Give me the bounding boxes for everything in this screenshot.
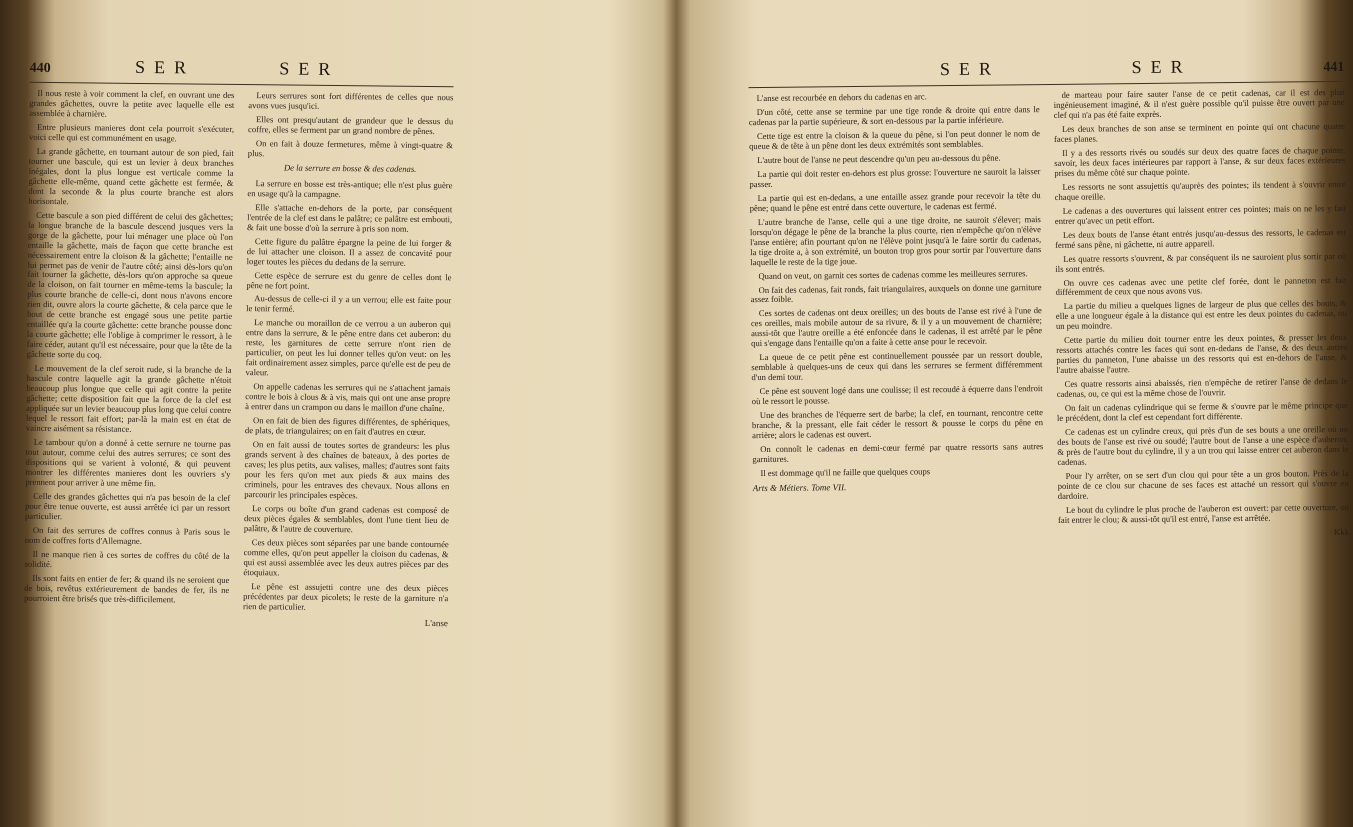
paragraph: L'anse est recourbée en dehors du cadenas en arc. <box>756 91 927 104</box>
paragraph: Il est dommage qu'il ne faille que quelques coups <box>760 466 931 479</box>
paragraph: La partie du milieu a quelques lignes de largeur de plus que celles des bouts, & elle a une longueur égale à la distance qui est entre les deux pointes du cadenas, ou un peu moindre. <box>1055 298 1347 332</box>
paragraph: Ces deux pièces sont séparées par une bande contournée comme elles, qu'on peut appeller la cloison du cadenas, & qui est aussi assemblée avec les deux autres pièces par des étoquiaux. <box>243 536 449 578</box>
paragraph: Le pêne est assujetti contre une des deux pièces précédentes par deux picolets; le reste de la garniture n'a rien de particulier. <box>243 580 449 612</box>
paragraph: Cette figure du palâtre épargne la peine de lui forger & de lui attacher une cloison. Il a assez de concavité pour loger toutes les pièces du dedans de la serrure. <box>246 235 452 268</box>
paragraph: Les quatre ressorts s'ouvrent, & par conséquent ils ne sauroient plus sortir par où ils sont entrés. <box>1055 250 1347 274</box>
paragraph: Quand on veut, on garnit ces sortes de cadenas comme les meilleures serrures. <box>758 267 1028 281</box>
paragraph: On en fait de bien des figures différentes, de sphériques, de plats, de triangulaires; on en fait d'autres en cœur. <box>244 415 451 438</box>
paragraph: Cette tige est entre la cloison & la queue du pêne, si l'on peut donner le nom de queue & de tête à un pêne dont les deux extrémités sont semblables. <box>749 127 1041 152</box>
paragraph: On fait des serrures de coffres connus à Paris sous le nom de coffres forts d'Allemagne. <box>24 524 230 546</box>
volume-footer: Arts & Métiers. Tome VII. <box>752 482 847 494</box>
paragraph: Ces sortes de cadenas ont deux oreilles; un des bouts de l'anse est rivé à l'une de ces oreilles, mais mobile autour de sa rivure, & il y a un mouvement de charnière; aussi-tôt que l'autre oreille a été enfoncée dans le cadenas, il est arrêté par le pêne qui s'engage dans l'entaille qu'on a faite à cette anse pour le recevoir. <box>750 305 1043 349</box>
paragraph: Une des branches de l'équerre sert de barbe; la clef, en tournant, rencontre cette branche, & la pressant, elle fait céder le ressort & pousse le corps du pêne en arrière; alors le cadenas est ouvert. <box>751 407 1044 441</box>
paragraph: On en fait aussi de toutes sortes de grandeurs: les plus grands servent à des chaînes de bateaux, à des portes de caves; les plus petits, aux valises, malles; d'autres sont faits pour les fers qu'on met aux pieds & aux mains des criminels, pour les entraves des chevaux. Nous allons en parcourir les principales espèces. <box>244 439 450 501</box>
right-page-number: 441 <box>1323 59 1345 76</box>
left-column-1 <box>24 89 235 626</box>
paragraph: L'autre bout de l'anse ne peut descendre qu'un peu au-dessous du pêne. <box>757 152 1001 165</box>
paragraph: Ces quatre ressorts ainsi abaissés, rien n'empêche de retirer l'anse de dedans le cadenas, ou, ce qui est la même chose de l'ouvrir. <box>1056 376 1348 400</box>
paragraph: Les ressorts ne sont assujettis qu'auprès des pointes; ils tendent à s'ouvrir entre chaque oreille. <box>1054 178 1346 202</box>
paragraph: On appelle cadenas les serrures qui ne s'attachent jamais contre le bois à clous & à vis, mais qui ont une anse propre à entrer dans un crampon ou dans le maillon d'une chaîne. <box>245 381 451 414</box>
paragraph: Le bout du cylindre le plus proche de l'auberon est ouvert: par cette ouverture, on fait entrer le clou; & aussi-tôt qu'il est entré, l'anse est arrêtée. <box>1057 501 1349 525</box>
paragraph: Cette espèce de serrure est du genre de celles dont le pêne ne fort point. <box>246 269 452 291</box>
left-header-right: SER <box>279 58 340 80</box>
paragraph: Entre plusieurs manieres dont cela pourroit s'exécuter, voici celle qui est communément en usage. <box>28 121 235 144</box>
left-page-number: 440 <box>29 60 51 77</box>
paragraph: Cette bascule a son pied différent de celui des gâchettes; la longue branche de la bascule descend jusques vers la gorge de la gâchette, pour lui ménager une place où l'on entaille la gâchette, mais de façon que cette branche est nécessairement entre la cloison & la gâchette; l'entaille ne lui permet pas de venir de l'autre côté; ainsi dès-lors qu'on fait tourner la gâchette, dès-lors qu'on approche sa queue de la cloison, on fait tourner en même-tems la bascule; la plus courte branche de celle-ci, dont nous n'avons encore rien dit, ouvre alors la courte gâchette, & cela parce que le bout de cette branche est engagé sous une petite partie entaillée qu'a la courte gâchette: cette branche pousse donc la courte gâchette; elle l'oblige à comprimer le ressort, à le faire céder, autant qu'il est nécessaire, pour que la tête de la gâchette sorte du coq. <box>26 209 234 360</box>
paragraph: Le corps ou boîte d'un grand cadenas est composé de deux pièces égales & semblables, dont l'une tient lieu de palâtre, & l'autre de couverture. <box>243 503 450 535</box>
paragraph: L'autre branche de l'anse, celle qui a une tige droite, ne sauroit s'élever; mais lorsqu'on dégage le pêne de la branche la plus courte, rien n'empêche qu'on n'élève l'anse entière; afin pourtant qu'on ne l'élève point jusqu'à le faire sortir du cadenas, la tige droite a, à son extrémité, un bouton trop gros pour sortir par l'ouverture dans laquelle le reste de la tige joue. <box>749 213 1042 267</box>
section-subheading: De la serrure en bosse & des cadenas. <box>283 162 417 174</box>
paragraph: Les deux bouts de l'anse étant entrés jusqu'au-dessus des ressorts, le cadenas est fermé sans pêne, ni gâchette, ni autre appareil. <box>1055 226 1347 250</box>
paragraph: On en fait à douze fermetures, même à vingt-quatre & plus. <box>247 138 453 159</box>
paragraph: Il y a des ressorts rivés ou soudés sur deux des quatre faces de chaque pointe, savoir, les deux faces intérieures par rapport à l'anse, & sur deux faces extérieures prises du même côté sur chaque pointe. <box>1054 144 1346 178</box>
paragraph: Elles ont presqu'autant de grandeur que le dessus du coffre, elles se ferment par un grand nombre de pênes. <box>248 114 454 136</box>
right-page <box>748 55 1352 791</box>
paragraph: Le tambour qu'on a donné à cette serrure ne tourne pas tout autour, comme celui des autres serrures; ce sont des dispositions qui se varient à volonté, & qui peuvent montrer les différentes manieres dont les ouvriers s'y prennent pour arriver à une même fin. <box>25 436 231 488</box>
paragraph: On connoît le cadenas en demi-cœur fermé par quatre ressorts sans autres garnitures. <box>752 441 1044 465</box>
paragraph: La serrure en bosse est très-antique; elle n'est plus guère en usage qu'à la campagne. <box>247 177 453 199</box>
paragraph: Le mouvement de la clef seroit rude, si la branche de la bascule contre laquelle agit la grande gâchette n'étoit beaucoup plus longue que celle qui agit contre la petite gâchette; cette disposition fait que la force de la clef est appliquée sur un levier beaucoup plus long que celui contre lequel le ressort fait effort; par-là la main est en état de vaincre aisément sa résistance. <box>25 363 232 434</box>
catchword: L'anse <box>424 617 448 628</box>
paragraph: La grande gâchette, en tournant autour de son pied, fait tourner une bascule, qui est un levier à deux branches inégales, dont la plus longue est verticale comme la gâchette elle-même, quand cette gâchette est fermée, & dont la seconde & la plus courte branche est alors horisontale. <box>28 145 234 206</box>
right-header-right: SER <box>1131 56 1192 78</box>
right-column-2 <box>1054 88 1350 540</box>
paragraph: Leurs serrures sont fort différentes de celles que nous avons vues jusqu'ici. <box>248 90 454 111</box>
paragraph: On fait un cadenas cylindrique qui se ferme & s'ouvre par le même principe que le précédent, dont la clef est cependant fort différente. <box>1056 400 1348 424</box>
paragraph: La queue de ce petit pêne est continuellement poussée par un ressort double, semblable à quelques-uns de ceux qui dans les serrures se ferment différemment d'un demi tour. <box>751 349 1043 383</box>
right-column-1 <box>749 91 1045 543</box>
paragraph: D'un côté, cette anse se termine par une tige ronde & droite qui entre dans le cadenas par la partie supérieure, & sort en-dessous par la partie inférieure. <box>748 104 1040 128</box>
paragraph: Les deux branches de son anse se terminent en pointe qui ont chacune quatre faces planes. <box>1053 120 1345 144</box>
signature-mark: Kkk <box>1333 526 1350 537</box>
paragraph: On ouvre ces cadenas avec une petite clef forée, dont le panneton est fait différemment de ceux que nous avons vus. <box>1055 274 1347 298</box>
paragraph: de marteau pour faire sauter l'anse de ce petit cadenas, car il est des plus ingénieusement imaginé, & il n'est guère possible qu'il puisse être ouvert par une clef qui n'a pas été faite exprès. <box>1053 86 1345 120</box>
left-column-2 <box>243 91 454 628</box>
paragraph: Ce pêne est souvent logé dans une coulisse; il est recoudé à équerre dans l'endroit où le ressort le pousse. <box>751 383 1043 407</box>
paragraph: Le cadenas a des ouvertures qui laissent entrer ces pointes; mais on ne les y fait entrer qu'avec un petit effort. <box>1054 202 1346 226</box>
paragraph: Cette partie du milieu doit tourner entre les deux pointes, & presser les deux ressorts attachés contre les faces qui sont en-dedans de l'anse, & des deux autres parties du panneton, l'une abaisse un des ressorts qui est en-dehors de l'anse, & l'autre abaisse l'autre. <box>1056 332 1348 376</box>
paragraph: Pour l'y arrêter, on se sert d'un clou qui pour tête a un gros bouton. Près de la pointe de ce clou sur chacune de ses faces est attaché un ressort qui s'ouvre en dardoire. <box>1057 467 1349 501</box>
left-page <box>22 56 454 790</box>
paragraph: Ce cadenas est un cylindre creux, qui près d'un de ses bouts a une oreille où un des bouts de l'anse est rivé ou soudé; l'autre bout de l'anse a une espèce d'auberon; & près de l'autre bout du cylindre, il y a un trou qui laisse entrer cet auberon dans le cadenas. <box>1057 423 1349 467</box>
paragraph: Au-dessus de celle-ci il y a un verrou; elle est faite pour le tenir fermé. <box>246 293 452 315</box>
right-header-left: SER <box>939 58 1001 80</box>
paragraph: Le manche ou moraillon de ce verrou a un auberon qui entre dans la serrure, & le pêne entre dans cet auberon: du reste, les garnitures de cette serrure n'ont rien de particulier, on peut les lui donner telles qu'on veut: on les fait ordinairement assez simples, parce qu'elle est de peu de valeur. <box>245 317 452 378</box>
paragraph: Elle s'attache en-dehors de la porte, par conséquent l'entrée de la clef est dans le palâtre; ce palâtre est embouti, & fait une bosse d'où la serrure à pris son nom. <box>247 201 453 234</box>
paragraph: La partie qui est en-dedans, a une entaille assez grande pour recevoir la tête du pêne; quand le pêne est entré dans cette ouverture, le cadenas est fermé. <box>749 189 1041 213</box>
left-header-left: SER <box>134 56 196 78</box>
paragraph: On fait des cadenas, fait ronds, fait triangulaires, auxquels on donne une garniture assez foible. <box>750 281 1042 305</box>
paragraph: Celle des grandes gâchettes qui n'a pas besoin de la clef pour être tenue ouverte, est aussi arrêtée ici par un ressort particulier. <box>24 490 231 521</box>
paragraph: La partie qui doit rester en-dehors est plus grosse: l'ouverture ne sauroit la laisser passer. <box>749 165 1041 189</box>
paragraph: Il nous reste à voir comment la clef, en ouvrant une des grandes gâchettes, ouvre la petite avec laquelle elle est assemblée à charnière. <box>29 87 235 119</box>
paragraph: Ils sont faits en entier de fer; & quand ils ne seroient que de bois, revêtus extérieurement de bandes de fer, ils ne pourroient être brisés que très-difficilement. <box>24 572 230 604</box>
paragraph: Il ne manque rien à ces sortes de coffres du côté de la solidité. <box>24 548 230 569</box>
